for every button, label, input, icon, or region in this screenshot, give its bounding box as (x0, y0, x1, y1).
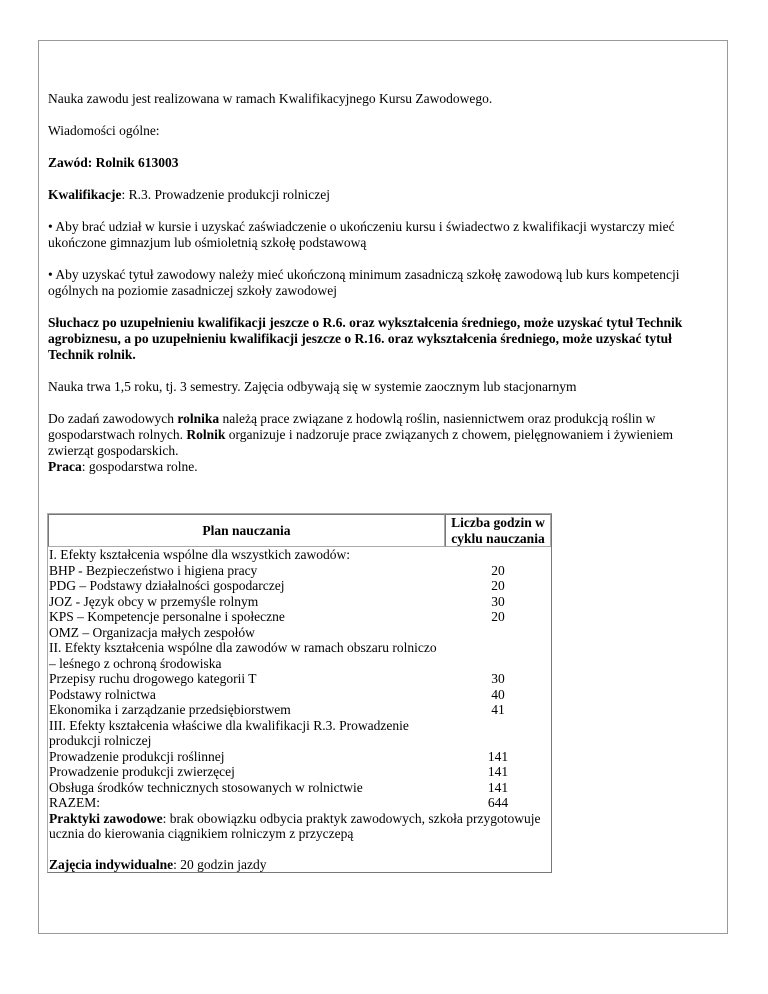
table-row (48, 609, 551, 625)
bullet-one: • Aby brać udział w kursie i uzyskać zaświadczenie o ukończeniu kursu i świadectwo z kwalifikacji wystarczy mieć ukończone gimnazjum lub ośmioletnią szkołę podstawową (48, 219, 675, 250)
subject-hours: 644 (487, 795, 509, 810)
subject-name: II. Efekty kształcenia wspólne dla zawodów w ramach obszaru rolniczo – leśnego z ochroną środowiska (49, 640, 437, 671)
duties-text (48, 411, 718, 475)
table-row (48, 594, 551, 610)
table-row (48, 749, 551, 765)
table-row (48, 625, 551, 641)
practice-text: : brak obowiązku odbycia praktyk zawodowych, szkoła przygotowuje ucznia do kierowania ciągnikiem rolniczym z przyczepą (49, 810, 541, 841)
general-heading: Wiadomości ogólne: (48, 123, 160, 138)
practice-row (48, 811, 551, 873)
duties-bold: Rolnik (186, 427, 226, 442)
individual-text: : 20 godzin jazdy (173, 856, 267, 872)
listener-note: Słuchacz po uzupełnieniu kwalifikacji jeszcze o R.6. oraz wykształcenia średniego, może uzyskać tytuł Technik agrobiznesu, a po uzupełnieniu kwalifikacji jeszcze o R.16. oraz wykształcenia średniego, może uzyskać tytuł Technik rolnik. (48, 315, 683, 362)
header-hours-line2: cyklu nauczania (451, 530, 545, 546)
table-row (48, 764, 551, 780)
subject-name: III. Efekty kształcenia właściwe dla kwalifikacji R.3. Prowadzenie produkcji rolniczej (49, 717, 409, 748)
subject-name: Prowadzenie produkcji roślinnej (49, 748, 225, 764)
subject-hours (445, 625, 551, 641)
subject-hours: 30 (491, 671, 505, 686)
subject-hours: 20 (491, 562, 505, 578)
subject-hours: 20 (491, 609, 505, 624)
table-row (48, 563, 551, 579)
header-hours (445, 514, 551, 547)
subject-name: I. Efekty kształcenia wspólne dla wszystkich zawodów: (49, 547, 351, 562)
table-row (48, 687, 551, 703)
subject-name: JOZ - Język obcy w przemyśle rolnym (49, 593, 259, 609)
subject-hours (445, 718, 551, 749)
subject-name: BHP - Bezpieczeństwo i higiena pracy (49, 562, 258, 578)
table-row (48, 718, 551, 749)
header-plan: Plan nauczania (48, 514, 445, 547)
qualification-label: Kwalifikacje (48, 187, 122, 202)
subject-hours (445, 547, 551, 563)
work-label: Praca (48, 459, 82, 474)
subject-name: Prowadzenie produkcji zwierzęcej (49, 764, 235, 779)
subject-name: RAZEM: (49, 795, 101, 810)
subject-hours: 40 (491, 686, 505, 702)
subject-name: Przepisy ruchu drogowego kategorii T (49, 671, 257, 686)
practice-cell (48, 811, 551, 873)
subject-hours: 20 (491, 578, 505, 593)
curriculum-table (47, 513, 552, 873)
duration-text: Nauka trwa 1,5 roku, tj. 3 semestry. Zajęcia odbywają się w systemie zaocznym lub stacjonarnym (48, 379, 577, 394)
table-row (48, 640, 551, 671)
duties-part: organizuje i nadzoruje prace związanych z chowem, pielęgnowaniem i żywieniem zwierząt gospodarskich. (48, 427, 674, 458)
table-row (48, 795, 551, 811)
individual-label: Zajęcia indywidualne (49, 856, 174, 872)
table-header-row (48, 514, 551, 547)
table-row (48, 671, 551, 687)
subject-hours: 30 (491, 593, 505, 609)
table-row (48, 780, 551, 796)
duties-part: należą prace związane z hodowlą roślin, nasiennictwem oraz produkcją roślin w gospodarstwach rolnych. (48, 411, 656, 442)
subject-name: Podstawy rolnictwa (49, 686, 156, 702)
table-body (48, 547, 551, 811)
subject-hours: 41 (491, 702, 505, 717)
subject-hours: 141 (487, 748, 509, 764)
table-row (48, 578, 551, 594)
header-hours-line1: Liczba godzin w (451, 515, 545, 530)
profession-title: Zawód: Rolnik 613003 (48, 155, 179, 170)
subject-hours: 141 (487, 779, 509, 795)
qualification-text: : R.3. Prowadzenie produkcji rolniczej (121, 187, 330, 202)
subject-hours: 141 (487, 764, 509, 779)
subject-hours (445, 640, 551, 671)
subject-name: PDG – Podstawy działalności gospodarczej (49, 578, 285, 593)
subject-name: KPS – Kompetencje personalne i społeczne (49, 609, 285, 624)
duties-part: Do zadań zawodowych (48, 411, 178, 426)
subject-name: OMZ – Organizacja małych zespołów (49, 624, 255, 640)
qualification-line (48, 187, 718, 203)
document-body (48, 91, 718, 491)
intro-text: Nauka zawodu jest realizowana w ramach Kwalifikacyjnego Kursu Zawodowego. (48, 91, 493, 106)
table-row (48, 702, 551, 718)
subject-name: Ekonomika i zarządzanie przedsiębiorstwem (49, 702, 291, 717)
practice-label: Praktyki zawodowe (49, 810, 163, 826)
subject-name: Obsługa środków technicznych stosowanych w rolnictwie (49, 779, 363, 795)
work-text: : gospodarstwa rolne. (81, 459, 198, 474)
bullet-two: • Aby uzyskać tytuł zawodowy należy mieć ukończoną minimum zasadniczą szkołę zawodową lub kurs kompetencji ogólnych na poziomie zasadniczej szkoły zawodowej (48, 267, 680, 298)
duties-bold: rolnika (177, 411, 220, 426)
table-row (48, 547, 551, 563)
